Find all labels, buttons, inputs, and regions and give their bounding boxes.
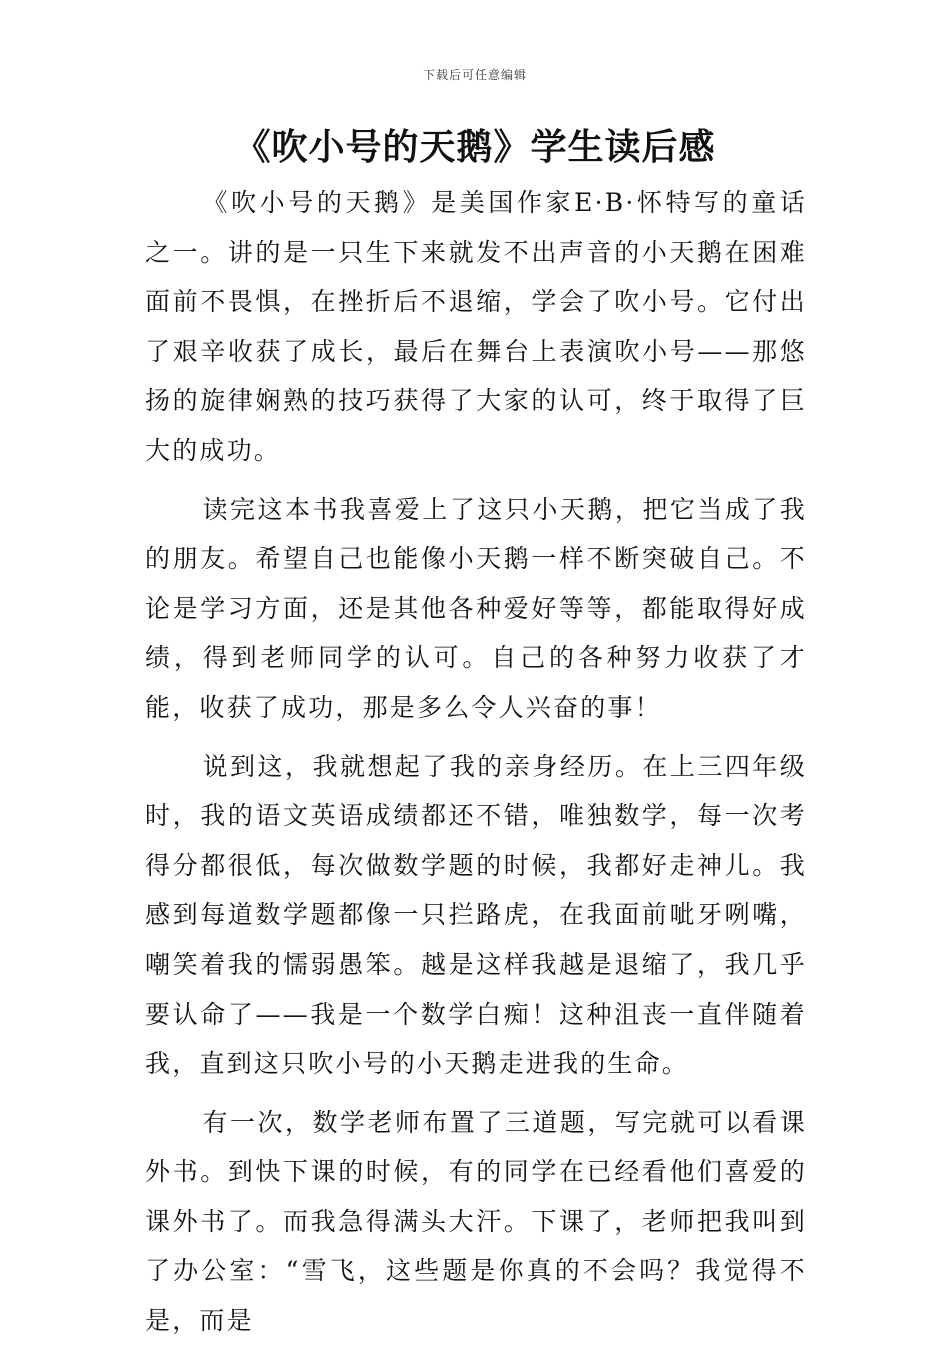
paragraph-1: 《吹小号的天鹅》是美国作家E·B·怀特写的童话之一。讲的是一只生下来就发不出声音的小天鹅在困难面前不畏惧，在挫折后不退缩，学会了吹小号。它付出了艰辛收获了成长，最后在舞台上表演吹小号——那悠扬的旋律娴熟的技巧获得了大家的认可，终于取得了巨大的成功。 — [145, 188, 807, 465]
paragraph-2: 读完这本书我喜爱上了这只小天鹅，把它当成了我的朋友。希望自己也能像小天鹅一样不断突破自己。不论是学习方面，还是其他各种爱好等等，都能取得好成绩，得到老师同学的认可。自己的各种努力收获了才能，收获了成功，那是多么令人兴奋的事！ — [145, 494, 807, 722]
document-body — [145, 178, 807, 1346]
document-title: 《吹小号的天鹅》学生读后感 — [234, 127, 716, 168]
header-note: 下载后可任意编辑 — [422, 68, 527, 82]
paragraph-3: 说到这，我就想起了我的亲身经历。在上三四年级时，我的语文英语成绩都还不错，唯独数学，每一次考得分都很低，每次做数学题的时候，我都好走神儿。我感到每道数学题都像一只拦路虎，在我面前呲牙咧嘴，嘲笑着我的懦弱愚笨。越是这样我越是退缩了，我几乎要认命了——我是一个数学白痴！这种沮丧一直伴随着我，直到这只吹小号的小天鹅走进我的生命。 — [145, 751, 807, 1079]
paragraph-4: 有一次，数学老师布置了三道题，写完就可以看课外书。到快下课的时候，有的同学在已经看他们喜爱的课外书了。而我急得满头大汗。下课了，老师把我叫到了办公室：“雪飞，这些题是你真的不会吗？我觉得不是，而是 — [145, 1107, 807, 1336]
